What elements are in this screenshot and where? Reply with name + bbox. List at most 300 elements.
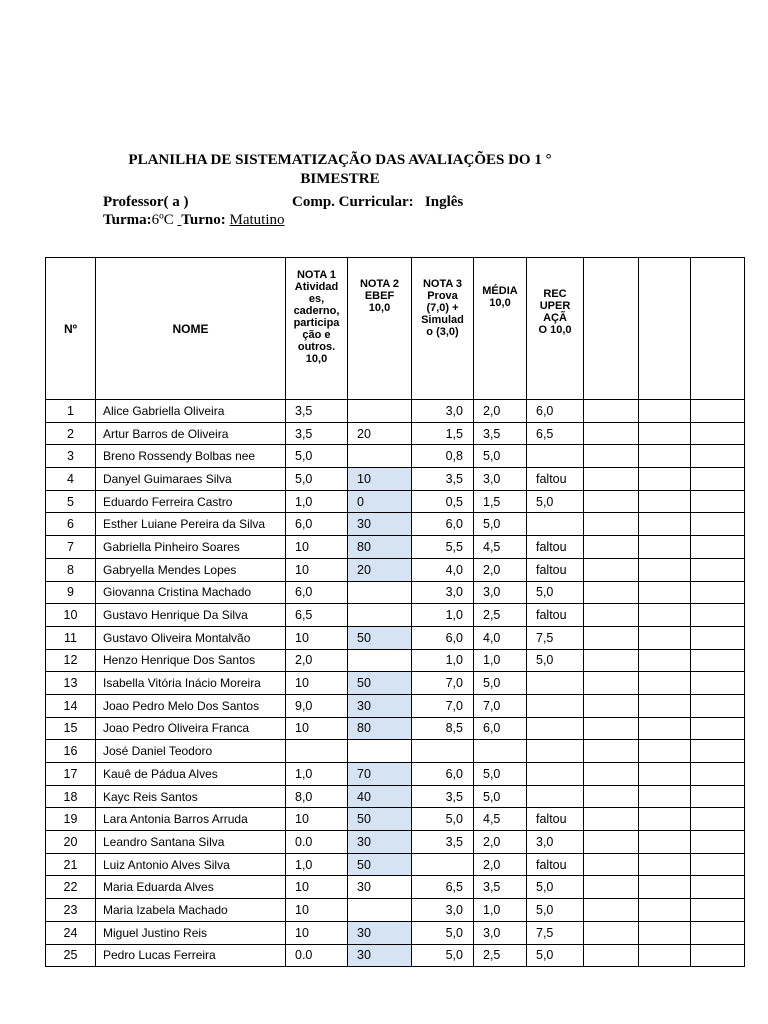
row-nota1: 1,0 [286,853,348,876]
row-empty-1 [584,468,639,491]
row-empty-1 [584,672,639,695]
row-name: Isabella Vitória Inácio Moreira [96,672,286,695]
row-media: 3,0 [474,921,527,944]
row-number: 11 [46,626,96,649]
table-row [46,672,745,695]
row-media: 1,0 [474,649,527,672]
row-nota3: 3,0 [412,899,474,922]
row-empty-1 [584,445,639,468]
row-media: 1,5 [474,490,527,513]
row-media: 5,0 [474,672,527,695]
row-name: Maria Izabela Machado [96,899,286,922]
row-media: 5,0 [474,785,527,808]
row-name: Kayc Reis Santos [96,785,286,808]
row-nota2: 40 [348,785,412,808]
row-rec: 7,5 [527,626,584,649]
row-media: 5,0 [474,445,527,468]
row-media: 3,0 [474,581,527,604]
info-line-2 [103,212,285,229]
row-rec: 5,0 [527,649,584,672]
row-empty-3 [691,763,745,786]
row-name: Lara Antonia Barros Arruda [96,808,286,831]
row-nota2: 50 [348,853,412,876]
table-row [46,763,745,786]
row-nota1: 10 [286,672,348,695]
row-name: Breno Rossendy Bolbas nee [96,445,286,468]
row-empty-3 [691,694,745,717]
row-media: 3,5 [474,422,527,445]
row-empty-3 [691,853,745,876]
row-nota3: 7,0 [412,694,474,717]
row-empty-1 [584,626,639,649]
row-number: 14 [46,694,96,717]
row-number: 19 [46,808,96,831]
table-row [46,490,745,513]
row-empty-2 [639,513,691,536]
row-empty-2 [639,468,691,491]
table-row [46,422,745,445]
row-name: Esther Luiane Pereira da Silva [96,513,286,536]
row-empty-3 [691,490,745,513]
turno-label: Turno: [181,212,226,228]
row-empty-2 [639,853,691,876]
row-nota3: 6,0 [412,763,474,786]
row-empty-1 [584,944,639,967]
row-name: Alice Gabriella Oliveira [96,400,286,423]
row-nota1: 10 [286,921,348,944]
row-nota1: 10 [286,899,348,922]
row-nota3: 6,5 [412,876,474,899]
header-media [474,258,527,400]
row-empty-1 [584,513,639,536]
table-row [46,717,745,740]
table-row [46,445,745,468]
row-nota1: 0.0 [286,944,348,967]
row-name: Pedro Lucas Ferreira [96,944,286,967]
table-row [46,831,745,854]
row-nota1: 0.0 [286,831,348,854]
row-empty-2 [639,649,691,672]
row-name: Joao Pedro Oliveira Franca [96,717,286,740]
header-nota2 [348,258,412,400]
row-media: 2,0 [474,400,527,423]
table-row [46,558,745,581]
row-media: 6,0 [474,717,527,740]
row-empty-1 [584,808,639,831]
row-nota2 [348,581,412,604]
row-nota3: 0,8 [412,445,474,468]
row-empty-3 [691,808,745,831]
header-nota1-text: NOTA 1 Atividad es, caderno, participa ção e outros. 10,0 [293,269,340,365]
row-number: 20 [46,831,96,854]
row-number: 2 [46,422,96,445]
row-empty-3 [691,876,745,899]
row-media: 3,0 [474,468,527,491]
row-nota1: 5,0 [286,468,348,491]
row-rec [527,672,584,695]
row-nota2: 20 [348,558,412,581]
row-nota2 [348,445,412,468]
table-row [46,899,745,922]
header-num: Nº [46,258,96,400]
row-number: 6 [46,513,96,536]
row-empty-3 [691,422,745,445]
row-empty-1 [584,899,639,922]
title-line-1: PLANILHA DE SISTEMATIZAÇÃO DAS AVALIAÇÕES DO 1 ° [128,152,552,168]
row-empty-1 [584,400,639,423]
row-nota3: 1,0 [412,604,474,627]
row-name: Eduardo Ferreira Castro [96,490,286,513]
row-rec: 3,0 [527,831,584,854]
row-empty-2 [639,944,691,967]
row-name: Artur Barros de Oliveira [96,422,286,445]
table-header-row [46,258,745,400]
row-number: 10 [46,604,96,627]
row-empty-2 [639,763,691,786]
table-row [46,921,745,944]
row-media: 1,0 [474,899,527,922]
header-nota1 [286,258,348,400]
row-nota2: 20 [348,422,412,445]
row-empty-1 [584,649,639,672]
row-rec [527,740,584,763]
row-empty-1 [584,831,639,854]
comp-curricular [292,194,463,211]
row-number: 21 [46,853,96,876]
row-number: 9 [46,581,96,604]
row-nota3: 6,0 [412,626,474,649]
row-media: 5,0 [474,513,527,536]
row-rec: 5,0 [527,490,584,513]
row-empty-2 [639,490,691,513]
row-rec: 6,0 [527,400,584,423]
comp-label: Comp. Curricular: [292,194,414,210]
row-nota1: 6,5 [286,604,348,627]
row-nota3 [412,853,474,876]
row-number: 23 [46,899,96,922]
table-row [46,649,745,672]
row-nota3: 5,0 [412,944,474,967]
row-media: 2,5 [474,944,527,967]
row-empty-3 [691,581,745,604]
row-empty-1 [584,558,639,581]
row-media: 4,0 [474,626,527,649]
row-empty-2 [639,581,691,604]
row-empty-2 [639,921,691,944]
row-number: 25 [46,944,96,967]
row-nota1: 2,0 [286,649,348,672]
row-nota2: 50 [348,808,412,831]
table-row [46,876,745,899]
row-nota2: 80 [348,717,412,740]
turma-label: Turma: [103,212,152,228]
row-nota2 [348,400,412,423]
row-nota3: 3,5 [412,468,474,491]
row-rec [527,763,584,786]
row-nota2: 30 [348,944,412,967]
row-empty-1 [584,740,639,763]
row-nota1: 9,0 [286,694,348,717]
row-media: 4,5 [474,808,527,831]
row-nota3: 3,5 [412,831,474,854]
row-empty-3 [691,604,745,627]
row-rec: faltou [527,468,584,491]
header-name: NOME [96,258,286,400]
row-name: Miguel Justino Reis [96,921,286,944]
row-empty-3 [691,785,745,808]
row-nota3: 1,0 [412,649,474,672]
row-nota2: 10 [348,468,412,491]
row-name: Maria Eduarda Alves [96,876,286,899]
header-media-text: MÉDIA 10,0 [482,285,518,309]
row-rec: 5,0 [527,876,584,899]
row-nota1: 10 [286,808,348,831]
professor-label: Professor( a ) [103,194,189,210]
row-nota3: 1,5 [412,422,474,445]
row-name: José Daniel Teodoro [96,740,286,763]
row-nota2: 80 [348,536,412,559]
table-row [46,626,745,649]
row-nota3: 4,0 [412,558,474,581]
row-nota2: 30 [348,876,412,899]
row-nota1: 10 [286,876,348,899]
row-empty-2 [639,831,691,854]
row-number: 4 [46,468,96,491]
row-name: Leandro Santana Silva [96,831,286,854]
row-nota1: 10 [286,626,348,649]
row-empty-1 [584,853,639,876]
row-media: 2,0 [474,558,527,581]
row-nota2: 50 [348,672,412,695]
table-row [46,468,745,491]
row-name: Luiz Antonio Alves Silva [96,853,286,876]
row-empty-3 [691,513,745,536]
row-empty-2 [639,808,691,831]
row-empty-3 [691,400,745,423]
row-empty-2 [639,445,691,468]
row-empty-3 [691,921,745,944]
row-nota3: 8,5 [412,717,474,740]
row-empty-1 [584,536,639,559]
row-empty-3 [691,626,745,649]
row-nota2: 30 [348,513,412,536]
row-empty-2 [639,672,691,695]
row-empty-1 [584,785,639,808]
row-number: 8 [46,558,96,581]
row-empty-1 [584,490,639,513]
row-nota2 [348,899,412,922]
row-empty-1 [584,694,639,717]
row-empty-2 [639,536,691,559]
row-empty-3 [691,740,745,763]
row-empty-1 [584,422,639,445]
row-empty-3 [691,468,745,491]
row-nota1: 8,0 [286,785,348,808]
row-nota3 [412,740,474,763]
row-number: 22 [46,876,96,899]
table-row [46,740,745,763]
table-row [46,581,745,604]
row-rec: faltou [527,558,584,581]
row-rec: faltou [527,604,584,627]
row-empty-3 [691,558,745,581]
row-number: 7 [46,536,96,559]
row-name: Gustavo Oliveira Montalvão [96,626,286,649]
row-empty-2 [639,899,691,922]
header-empty-2 [639,258,691,400]
row-empty-2 [639,604,691,627]
row-empty-2 [639,626,691,649]
row-empty-3 [691,944,745,967]
row-nota3: 3,0 [412,400,474,423]
turma-value: 6ºC [151,212,174,228]
row-nota2: 70 [348,763,412,786]
row-empty-1 [584,717,639,740]
table-row [46,536,745,559]
row-nota2: 30 [348,921,412,944]
row-empty-1 [584,921,639,944]
row-empty-1 [584,604,639,627]
row-rec [527,513,584,536]
row-number: 16 [46,740,96,763]
row-empty-3 [691,717,745,740]
header-nota3-text: NOTA 3 Prova (7,0) + Simulad o (3,0) [421,278,464,338]
row-nota3: 3,5 [412,785,474,808]
header-empty-1 [584,258,639,400]
row-number: 3 [46,445,96,468]
row-media: 2,5 [474,604,527,627]
grades-table [45,257,745,967]
row-rec: faltou [527,853,584,876]
row-rec: faltou [527,808,584,831]
row-media: 3,5 [474,876,527,899]
table-row [46,944,745,967]
row-nota2: 50 [348,626,412,649]
row-nota3: 5,0 [412,808,474,831]
row-rec: faltou [527,536,584,559]
row-nota2: 30 [348,694,412,717]
row-number: 18 [46,785,96,808]
row-nota2 [348,604,412,627]
row-empty-3 [691,672,745,695]
row-nota3: 5,5 [412,536,474,559]
table-row [46,513,745,536]
row-name: Gustavo Henrique Da Silva [96,604,286,627]
row-media [474,740,527,763]
row-nota1: 10 [286,536,348,559]
row-nota1: 3,5 [286,422,348,445]
header-nota3 [412,258,474,400]
row-nota1 [286,740,348,763]
row-empty-2 [639,740,691,763]
row-number: 13 [46,672,96,695]
header-nota2-text: NOTA 2 EBEF 10,0 [359,278,400,314]
row-name: Gabryella Mendes Lopes [96,558,286,581]
table-row [46,694,745,717]
row-number: 24 [46,921,96,944]
row-name: Kauê de Pádua Alves [96,763,286,786]
row-empty-2 [639,400,691,423]
row-empty-2 [639,717,691,740]
row-empty-2 [639,422,691,445]
row-nota1: 1,0 [286,490,348,513]
row-nota3: 5,0 [412,921,474,944]
row-media: 4,5 [474,536,527,559]
row-rec [527,717,584,740]
row-name: Danyel Guimaraes Silva [96,468,286,491]
row-nota3: 7,0 [412,672,474,695]
row-nota1: 1,0 [286,763,348,786]
row-empty-3 [691,899,745,922]
row-number: 5 [46,490,96,513]
row-empty-3 [691,445,745,468]
row-number: 12 [46,649,96,672]
page-title [100,151,580,189]
row-empty-3 [691,649,745,672]
comp-value: Inglês [424,194,464,210]
row-empty-1 [584,876,639,899]
row-name: Joao Pedro Melo Dos Santos [96,694,286,717]
row-number: 15 [46,717,96,740]
row-name: Henzo Henrique Dos Santos [96,649,286,672]
row-number: 17 [46,763,96,786]
row-nota1: 10 [286,717,348,740]
row-empty-2 [639,558,691,581]
row-empty-3 [691,831,745,854]
row-name: Giovanna Cristina Machado [96,581,286,604]
table-row [46,604,745,627]
row-nota3: 3,0 [412,581,474,604]
row-nota2: 0 [348,490,412,513]
title-line-2: BIMESTRE [300,171,380,187]
table-row [46,853,745,876]
row-empty-1 [584,763,639,786]
row-nota1: 10 [286,558,348,581]
row-empty-2 [639,876,691,899]
row-rec: 5,0 [527,899,584,922]
row-rec: 6,5 [527,422,584,445]
row-nota1: 5,0 [286,445,348,468]
row-empty-1 [584,581,639,604]
row-rec: 5,0 [527,581,584,604]
table-row [46,400,745,423]
row-number: 1 [46,400,96,423]
row-nota2 [348,649,412,672]
row-rec: 7,5 [527,921,584,944]
row-rec [527,445,584,468]
row-nota3: 0,5 [412,490,474,513]
table-row [46,808,745,831]
table-row [46,785,745,808]
row-nota2 [348,740,412,763]
row-rec: 5,0 [527,944,584,967]
row-rec [527,785,584,808]
info-line-1 [103,194,464,211]
header-empty-3 [691,258,745,400]
header-rec [527,258,584,400]
header-rec-text: REC UPER AÇÃ O 10,0 [538,288,572,336]
row-media: 2,0 [474,831,527,854]
row-nota1: 6,0 [286,581,348,604]
row-media: 5,0 [474,763,527,786]
row-media: 2,0 [474,853,527,876]
row-nota1: 3,5 [286,400,348,423]
row-empty-3 [691,536,745,559]
row-empty-2 [639,785,691,808]
row-nota2: 30 [348,831,412,854]
row-empty-2 [639,694,691,717]
row-nota1: 6,0 [286,513,348,536]
